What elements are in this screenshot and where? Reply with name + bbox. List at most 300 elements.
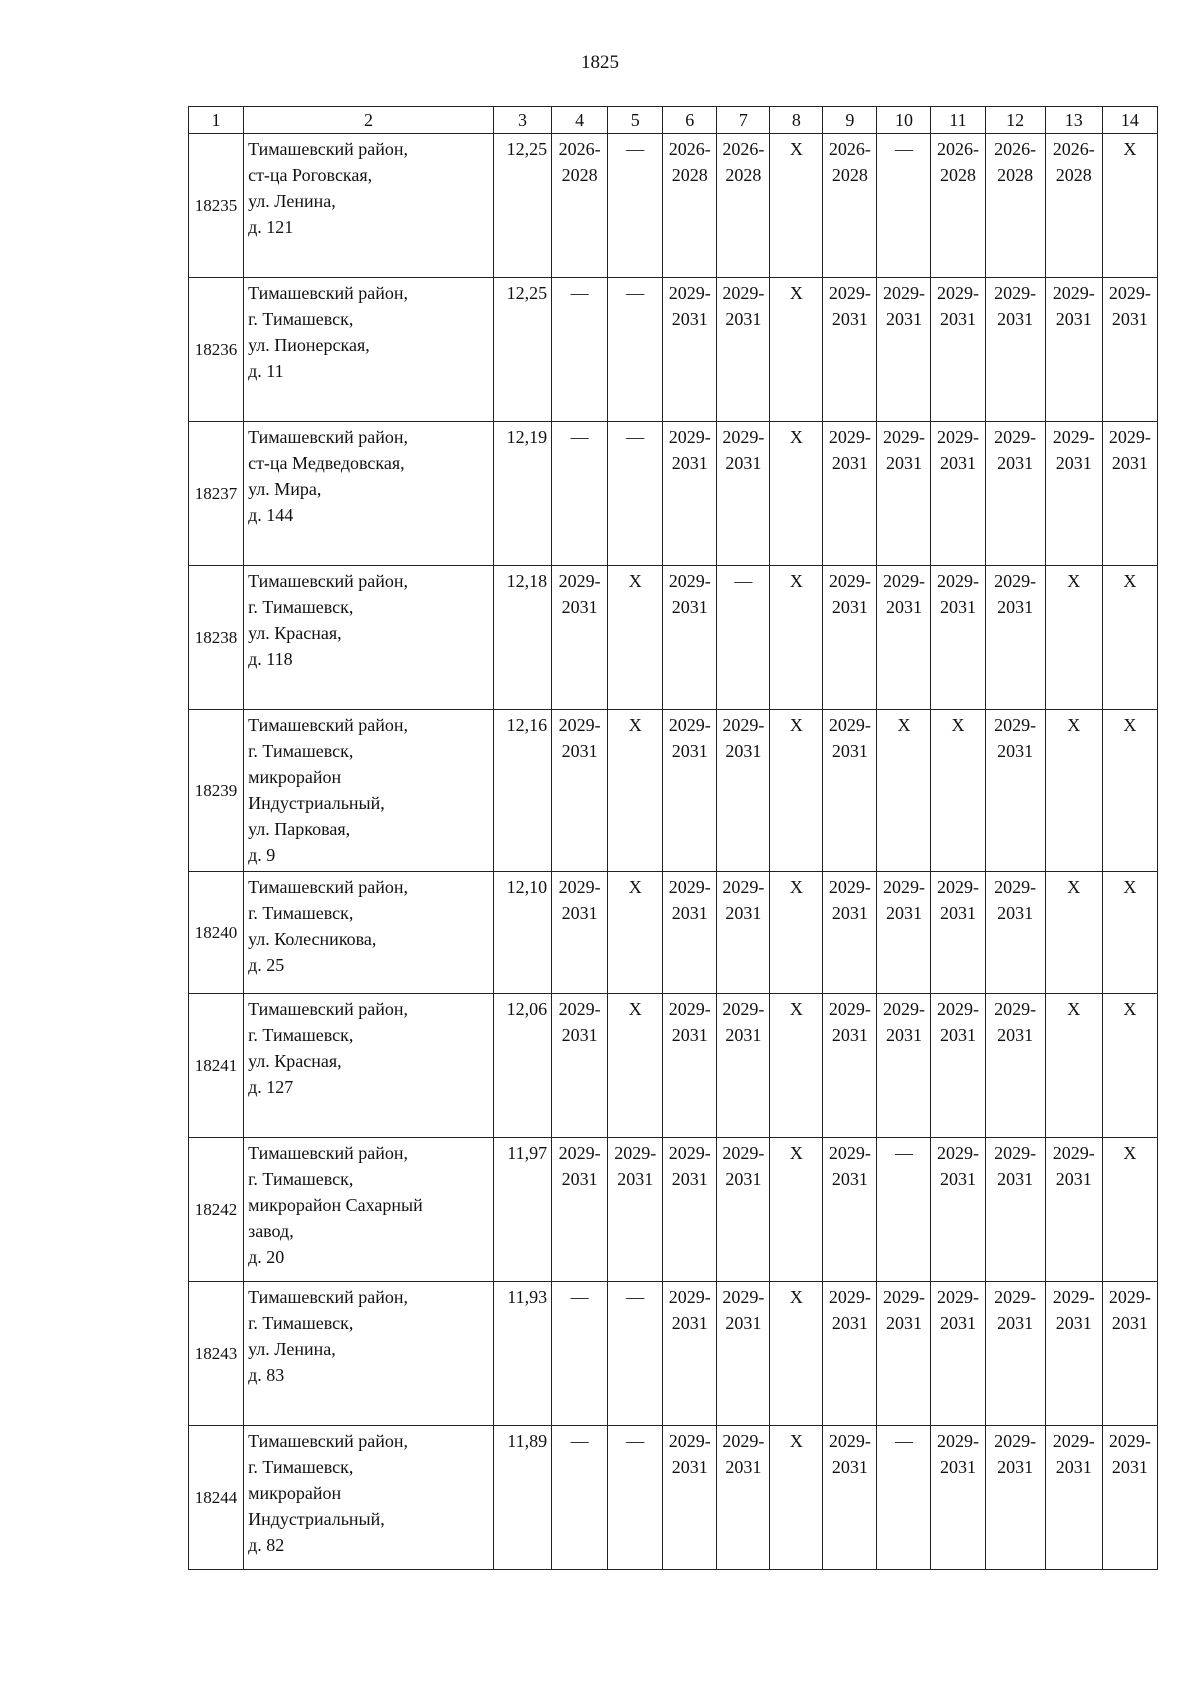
period-text: 2029- xyxy=(882,571,925,591)
period-text: — xyxy=(894,1431,913,1451)
period-text: 2028 xyxy=(671,165,708,185)
period-text: 2026- xyxy=(722,139,765,159)
period-cell xyxy=(717,1282,770,1426)
period-cell xyxy=(608,278,663,422)
period-text: 2029- xyxy=(936,1287,979,1307)
period-cell xyxy=(663,566,717,710)
address-line: микрорайон xyxy=(248,767,342,787)
period-text: X xyxy=(1067,571,1081,591)
period-text: 2031 xyxy=(997,741,1034,761)
period-text: 2029- xyxy=(882,877,925,897)
period-text: 2031 xyxy=(1055,1169,1092,1189)
period-text: X xyxy=(1123,571,1137,591)
address-line: ул. Мира, xyxy=(248,479,322,499)
period-text: 2028 xyxy=(725,165,762,185)
period-text: 2026- xyxy=(994,139,1037,159)
period-text: — xyxy=(626,1431,645,1451)
period-text: 2031 xyxy=(1111,453,1148,473)
address-line: г. Тимашевск, xyxy=(248,309,354,329)
period-text: 2031 xyxy=(997,453,1034,473)
address-cell xyxy=(244,278,494,422)
period-text: 2029- xyxy=(828,1287,871,1307)
address-line: микрорайон Сахарный xyxy=(248,1195,423,1215)
period-text: 2031 xyxy=(561,597,598,617)
period-text: 2031 xyxy=(725,1313,762,1333)
period-text: 2031 xyxy=(671,741,708,761)
period-cell xyxy=(608,1138,663,1282)
area-cell: 12,10 xyxy=(493,872,551,994)
period-text: 2031 xyxy=(1055,1457,1092,1477)
period-text: 2031 xyxy=(939,1313,976,1333)
period-text: 2029- xyxy=(1052,1431,1095,1451)
period-text: 2031 xyxy=(885,597,922,617)
period-text: 2031 xyxy=(939,1025,976,1045)
period-text: 2031 xyxy=(831,903,868,923)
period-text: 2031 xyxy=(671,597,708,617)
address-line: Тимашевский район, xyxy=(248,1143,409,1163)
period-text: — xyxy=(894,139,913,159)
address-line: завод, xyxy=(248,1221,294,1241)
period-text: 2031 xyxy=(831,309,868,329)
period-cell xyxy=(552,1138,608,1282)
period-cell xyxy=(1045,994,1102,1138)
period-text: X xyxy=(897,715,911,735)
period-text: 2029- xyxy=(936,283,979,303)
period-cell xyxy=(877,422,931,566)
period-text: 2031 xyxy=(1111,1457,1148,1477)
period-text: 2031 xyxy=(671,453,708,473)
period-text: — xyxy=(570,283,589,303)
period-text: 2029- xyxy=(1108,427,1151,447)
period-cell xyxy=(770,1282,823,1426)
period-text: 2029- xyxy=(882,283,925,303)
period-text: 2031 xyxy=(671,1169,708,1189)
period-text: — xyxy=(570,427,589,447)
period-text: 2029- xyxy=(558,1143,601,1163)
period-text: 2031 xyxy=(997,597,1034,617)
address-line: Тимашевский район, xyxy=(248,1431,409,1451)
period-cell xyxy=(770,422,823,566)
period-cell xyxy=(663,278,717,422)
address-line: д. 118 xyxy=(248,649,293,669)
period-cell xyxy=(1102,1426,1157,1570)
period-text: 2031 xyxy=(671,1025,708,1045)
column-header: 14 xyxy=(1102,107,1157,134)
period-text: 2029- xyxy=(668,999,711,1019)
period-cell xyxy=(931,872,985,994)
period-cell xyxy=(608,134,663,278)
period-text: X xyxy=(628,715,642,735)
period-text: 2026- xyxy=(1052,139,1095,159)
period-text: 2031 xyxy=(997,1025,1034,1045)
period-text: 2031 xyxy=(939,309,976,329)
address-line: г. Тимашевск, xyxy=(248,1025,354,1045)
period-cell xyxy=(1102,1282,1157,1426)
period-text: 2029- xyxy=(936,427,979,447)
address-cell xyxy=(244,1282,494,1426)
period-text: 2029- xyxy=(558,715,601,735)
period-text: X xyxy=(1067,877,1081,897)
period-cell xyxy=(931,1426,985,1570)
period-text: 2029- xyxy=(722,1431,765,1451)
period-text: 2031 xyxy=(997,1313,1034,1333)
period-text: 2031 xyxy=(671,309,708,329)
address-line: Тимашевский район, xyxy=(248,1287,409,1307)
period-cell xyxy=(931,710,985,872)
period-cell xyxy=(985,566,1045,710)
period-cell xyxy=(770,134,823,278)
period-cell xyxy=(608,422,663,566)
data-table xyxy=(188,106,1158,1570)
period-text: 2031 xyxy=(1111,1313,1148,1333)
period-text: 2031 xyxy=(1055,1313,1092,1333)
period-text: 2029- xyxy=(668,427,711,447)
period-cell xyxy=(877,566,931,710)
row-number: 18237 xyxy=(189,422,244,566)
period-text: 2031 xyxy=(1055,309,1092,329)
row-number: 18243 xyxy=(189,1282,244,1426)
period-text: 2031 xyxy=(885,1313,922,1333)
table-row xyxy=(189,994,1158,1138)
period-text: X xyxy=(1067,999,1081,1019)
period-text: 2031 xyxy=(671,903,708,923)
period-text: X xyxy=(789,139,803,159)
period-text: 2031 xyxy=(831,741,868,761)
period-cell xyxy=(877,994,931,1138)
period-text: 2029- xyxy=(828,283,871,303)
period-cell xyxy=(663,1282,717,1426)
period-cell xyxy=(823,1426,877,1570)
address-line: д. 20 xyxy=(248,1247,285,1267)
table-row xyxy=(189,1282,1158,1426)
address-line: г. Тимашевск, xyxy=(248,903,354,923)
period-cell xyxy=(823,566,877,710)
period-text: 2028 xyxy=(997,165,1034,185)
period-text: 2028 xyxy=(939,165,976,185)
period-text: 2031 xyxy=(725,903,762,923)
table-row xyxy=(189,134,1158,278)
area-cell: 12,16 xyxy=(493,710,551,872)
period-text: 2031 xyxy=(939,1457,976,1477)
period-cell xyxy=(552,278,608,422)
period-cell xyxy=(1045,872,1102,994)
row-number: 18238 xyxy=(189,566,244,710)
period-text: 2031 xyxy=(671,1313,708,1333)
period-text: 2029- xyxy=(882,427,925,447)
period-cell xyxy=(770,566,823,710)
period-cell xyxy=(985,134,1045,278)
period-text: X xyxy=(951,715,965,735)
period-cell xyxy=(877,1282,931,1426)
period-cell xyxy=(717,1138,770,1282)
period-text: 2031 xyxy=(997,1169,1034,1189)
period-text: 2029- xyxy=(828,999,871,1019)
period-text: 2031 xyxy=(831,1457,868,1477)
period-cell xyxy=(877,1426,931,1570)
address-cell xyxy=(244,872,494,994)
period-cell xyxy=(823,278,877,422)
period-cell xyxy=(717,422,770,566)
period-text: 2029- xyxy=(828,715,871,735)
period-cell xyxy=(1102,134,1157,278)
period-cell xyxy=(717,134,770,278)
period-text: X xyxy=(789,999,803,1019)
period-text: 2031 xyxy=(831,597,868,617)
period-cell xyxy=(1045,422,1102,566)
address-line: ул. Красная, xyxy=(248,1051,342,1071)
period-text: — xyxy=(734,571,753,591)
period-cell xyxy=(608,710,663,872)
period-text: 2031 xyxy=(997,1457,1034,1477)
period-text: 2029- xyxy=(722,877,765,897)
area-cell: 12,06 xyxy=(493,994,551,1138)
row-number: 18241 xyxy=(189,994,244,1138)
table-row xyxy=(189,422,1158,566)
period-text: 2026- xyxy=(828,139,871,159)
period-cell xyxy=(877,872,931,994)
address-line: ул. Красная, xyxy=(248,623,342,643)
period-cell xyxy=(552,422,608,566)
period-text: — xyxy=(570,1287,589,1307)
period-text: 2031 xyxy=(885,1025,922,1045)
address-line: ул. Колесникова, xyxy=(248,929,377,949)
period-text: 2029- xyxy=(936,571,979,591)
period-text: 2029- xyxy=(668,571,711,591)
row-number: 18236 xyxy=(189,278,244,422)
period-cell xyxy=(877,1138,931,1282)
table-row xyxy=(189,710,1158,872)
column-header: 13 xyxy=(1045,107,1102,134)
period-cell xyxy=(1102,278,1157,422)
period-text: 2029- xyxy=(994,283,1037,303)
period-text: 2029- xyxy=(994,1143,1037,1163)
period-cell xyxy=(770,994,823,1138)
address-cell xyxy=(244,134,494,278)
area-cell: 12,18 xyxy=(493,566,551,710)
period-text: 2031 xyxy=(885,453,922,473)
period-text: 2031 xyxy=(831,1313,868,1333)
row-number: 18235 xyxy=(189,134,244,278)
period-text: 2031 xyxy=(725,453,762,473)
address-line: г. Тимашевск, xyxy=(248,741,354,761)
period-text: 2029- xyxy=(994,571,1037,591)
period-cell xyxy=(717,1426,770,1570)
period-cell xyxy=(1045,1282,1102,1426)
period-cell xyxy=(877,134,931,278)
area-cell: 12,19 xyxy=(493,422,551,566)
period-cell xyxy=(1045,1426,1102,1570)
address-line: д. 144 xyxy=(248,505,294,525)
period-text: 2029- xyxy=(936,877,979,897)
address-line: Тимашевский район, xyxy=(248,427,409,447)
period-cell xyxy=(663,994,717,1138)
address-line: Индустриальный, xyxy=(248,1509,385,1529)
period-cell xyxy=(877,710,931,872)
period-cell xyxy=(931,994,985,1138)
period-text: 2029- xyxy=(1052,283,1095,303)
period-text: 2029- xyxy=(994,877,1037,897)
period-text: X xyxy=(789,571,803,591)
period-text: 2029- xyxy=(994,1287,1037,1307)
period-text: 2029- xyxy=(1052,1143,1095,1163)
period-cell xyxy=(985,278,1045,422)
table-row xyxy=(189,872,1158,994)
period-cell xyxy=(985,422,1045,566)
period-text: X xyxy=(1123,999,1137,1019)
period-text: 2029- xyxy=(722,999,765,1019)
table-row xyxy=(189,566,1158,710)
period-text: 2029- xyxy=(1108,283,1151,303)
period-text: — xyxy=(626,283,645,303)
period-text: 2029- xyxy=(936,1143,979,1163)
period-text: 2029- xyxy=(668,1431,711,1451)
period-text: 2031 xyxy=(725,1025,762,1045)
period-cell xyxy=(608,994,663,1138)
period-cell xyxy=(1045,1138,1102,1282)
period-cell xyxy=(931,278,985,422)
period-text: 2026- xyxy=(558,139,601,159)
address-cell xyxy=(244,710,494,872)
period-cell xyxy=(770,278,823,422)
period-text: 2029- xyxy=(994,427,1037,447)
period-text: 2029- xyxy=(1052,427,1095,447)
column-header: 7 xyxy=(717,107,770,134)
period-cell xyxy=(663,872,717,994)
area-cell: 11,97 xyxy=(493,1138,551,1282)
period-text: 2029- xyxy=(994,999,1037,1019)
period-cell xyxy=(608,872,663,994)
period-text: 2031 xyxy=(997,903,1034,923)
period-text: X xyxy=(789,715,803,735)
address-cell xyxy=(244,994,494,1138)
row-number: 18242 xyxy=(189,1138,244,1282)
period-text: 2029- xyxy=(558,999,601,1019)
address-line: ст-ца Роговская, xyxy=(248,165,373,185)
period-text: 2029- xyxy=(882,999,925,1019)
row-number: 18240 xyxy=(189,872,244,994)
period-cell xyxy=(985,1426,1045,1570)
period-cell xyxy=(608,566,663,710)
period-text: 2029- xyxy=(828,1431,871,1451)
address-line: д. 127 xyxy=(248,1077,294,1097)
address-line: ул. Парковая, xyxy=(248,819,351,839)
period-cell xyxy=(663,1426,717,1570)
period-text: 2029- xyxy=(828,1143,871,1163)
column-header: 2 xyxy=(244,107,494,134)
address-line: микрорайон xyxy=(248,1483,342,1503)
period-text: 2031 xyxy=(939,903,976,923)
column-header: 4 xyxy=(552,107,608,134)
period-cell xyxy=(552,710,608,872)
period-text: X xyxy=(628,571,642,591)
period-cell xyxy=(823,710,877,872)
period-cell xyxy=(1102,422,1157,566)
period-text: 2029- xyxy=(936,1431,979,1451)
period-text: 2029- xyxy=(558,571,601,591)
period-text: 2031 xyxy=(561,1169,598,1189)
column-header: 6 xyxy=(663,107,717,134)
period-text: X xyxy=(789,1431,803,1451)
address-line: Индустриальный, xyxy=(248,793,385,813)
period-cell xyxy=(552,994,608,1138)
period-text: X xyxy=(1123,1143,1137,1163)
period-text: 2029- xyxy=(1108,1287,1151,1307)
address-line: д. 121 xyxy=(248,217,294,237)
area-cell: 12,25 xyxy=(493,278,551,422)
address-line: ул. Ленина, xyxy=(248,191,336,211)
address-cell xyxy=(244,1138,494,1282)
address-line: Тимашевский район, xyxy=(248,283,409,303)
period-cell xyxy=(552,1282,608,1426)
address-line: ул. Ленина, xyxy=(248,1339,336,1359)
period-text: — xyxy=(626,427,645,447)
table-row xyxy=(189,1426,1158,1570)
column-header: 9 xyxy=(823,107,877,134)
period-text: X xyxy=(1123,877,1137,897)
period-cell xyxy=(931,134,985,278)
period-cell xyxy=(1045,278,1102,422)
period-cell xyxy=(717,566,770,710)
period-text: 2026- xyxy=(936,139,979,159)
period-text: 2029- xyxy=(936,999,979,1019)
period-cell xyxy=(770,710,823,872)
period-text: 2029- xyxy=(828,877,871,897)
period-cell xyxy=(770,1138,823,1282)
period-cell xyxy=(1102,1138,1157,1282)
period-cell xyxy=(1045,710,1102,872)
period-cell xyxy=(985,872,1045,994)
period-text: X xyxy=(789,427,803,447)
period-cell xyxy=(1102,994,1157,1138)
period-text: X xyxy=(1123,139,1137,159)
period-text: 2029- xyxy=(722,427,765,447)
period-cell xyxy=(823,422,877,566)
column-header: 10 xyxy=(877,107,931,134)
address-line: Тимашевский район, xyxy=(248,877,409,897)
address-line: г. Тимашевск, xyxy=(248,1457,354,1477)
period-cell xyxy=(931,1138,985,1282)
period-text: 2028 xyxy=(831,165,868,185)
area-cell: 12,25 xyxy=(493,134,551,278)
period-cell xyxy=(877,278,931,422)
period-cell xyxy=(1102,566,1157,710)
period-cell xyxy=(823,994,877,1138)
period-cell xyxy=(717,872,770,994)
period-cell xyxy=(663,422,717,566)
period-text: 2028 xyxy=(1055,165,1092,185)
column-header: 11 xyxy=(931,107,985,134)
period-text: 2029- xyxy=(558,877,601,897)
address-line: Тимашевский район, xyxy=(248,715,409,735)
column-header: 12 xyxy=(985,107,1045,134)
period-text: X xyxy=(789,877,803,897)
area-cell: 11,93 xyxy=(493,1282,551,1426)
period-cell xyxy=(663,134,717,278)
period-text: 2031 xyxy=(561,741,598,761)
period-cell xyxy=(552,134,608,278)
address-cell xyxy=(244,566,494,710)
period-text: 2029- xyxy=(668,1143,711,1163)
row-number: 18239 xyxy=(189,710,244,872)
period-text: X xyxy=(628,999,642,1019)
period-cell xyxy=(823,1138,877,1282)
period-text: 2029- xyxy=(668,715,711,735)
period-text: 2029- xyxy=(828,571,871,591)
address-line: Тимашевский район, xyxy=(248,139,409,159)
period-cell xyxy=(1045,134,1102,278)
period-text: 2029- xyxy=(614,1143,657,1163)
period-text: 2031 xyxy=(671,1457,708,1477)
